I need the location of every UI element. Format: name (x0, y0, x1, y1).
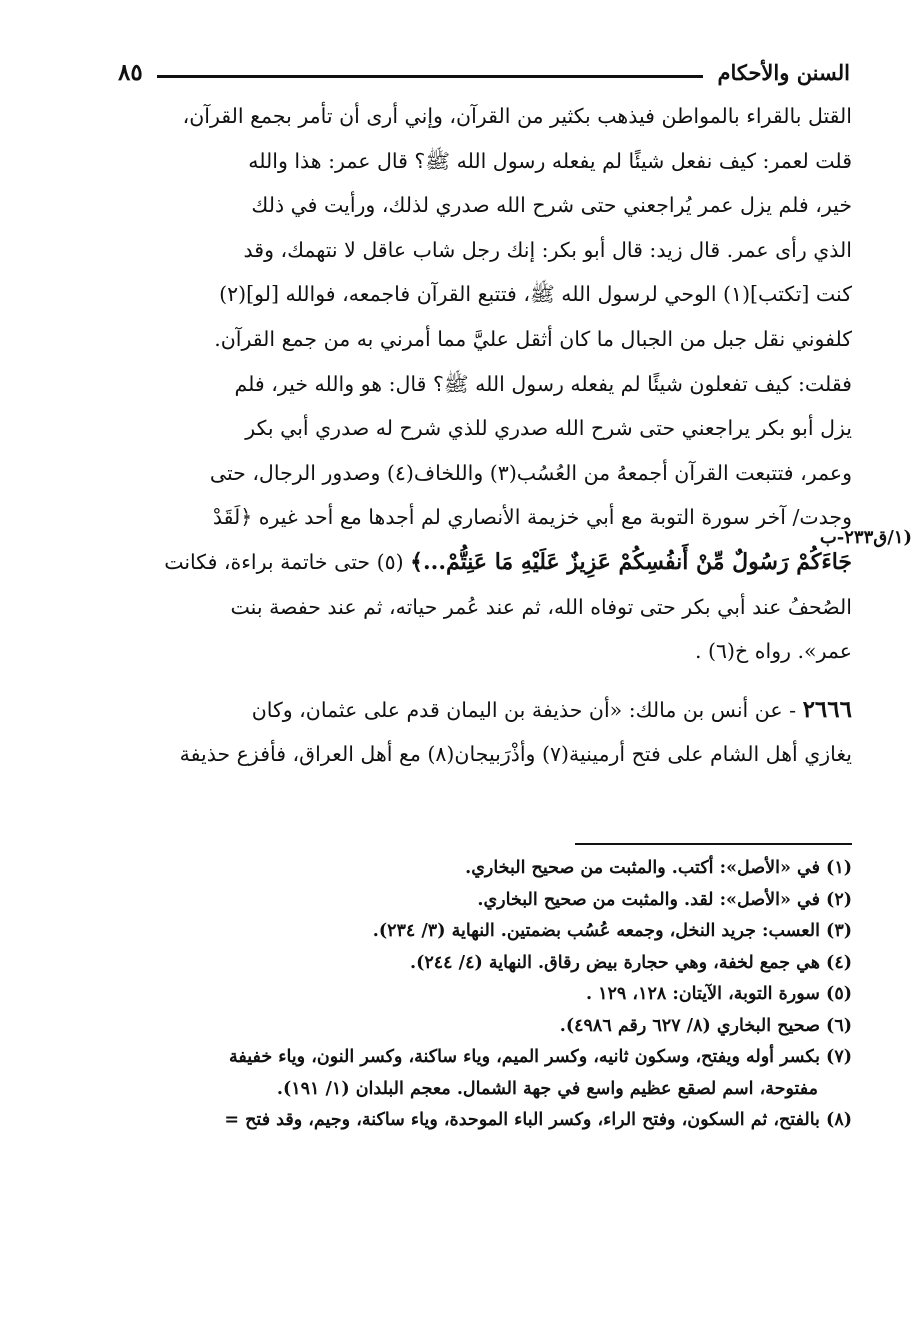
verse-line (116, 540, 852, 585)
text-line: وعمر، فتتبعت القرآن أجمعهُ من العُسُب(٣) واللخاف(٤) وصدور الرجال، حتى (209, 460, 852, 485)
footnote-1: (١) في «الأصل»: أكتب. والمثبت من صحيح البخاري. (465, 858, 852, 878)
footnote-separator (575, 843, 852, 845)
manuscript-folio-note: (١/ق٢٣٣-ب (819, 527, 912, 548)
hadith-opening: - عن أنس بن مالك: «أن حذيفة بن اليمان قدم على عثمان، وكان (251, 697, 797, 722)
footnote-6: (٦) صحيح البخاري (٨/ ٦٢٧ رقم ٤٩٨٦). (559, 1015, 852, 1036)
main-text (116, 94, 852, 777)
text-line: فقلت: كيف تفعلون شيئًا لم يفعله رسول الله ﷺ؟ قال: هو والله خير، فلم (234, 371, 852, 396)
footnote-7: (٧) بكسر أوله ويفتح، وسكون ثانيه، وكسر الميم، وياء ساكنة، وكسر النون، وياء خفيفة (228, 1047, 852, 1067)
verse-reference: (٥) حتى خاتمة براءة، فكانت (164, 549, 404, 574)
text-line: كلفوني نقل جبل من الجبال ما كان أثقل عليَّ مما أمرني به من جمع القرآن. (214, 326, 852, 351)
page-number: ٨٥ (118, 58, 143, 86)
footnote-3: (٣) العسب: جريد النخل، وجمعه عُسُب بضمتين. النهاية (٣/ ٢٣٤). (372, 921, 852, 941)
hadith-item-start (116, 688, 852, 733)
hadith-number: ٢٦٦٦ (802, 695, 852, 723)
running-title: السنن والأحكام (717, 59, 850, 85)
quran-verse: جَاءَكُمْ رَسُولٌ مِّنْ أَنفُسِكُمْ عَزِيزٌ عَلَيْهِ مَا عَنِتُّمْ...﴾ (410, 548, 852, 575)
text-line: القتل بالقراء بالمواطن فيذهب بكثير من القرآن، وإني أرى أن تأمر بجمع القرآن، (182, 104, 852, 128)
footnote-7-continued: مفتوحة، اسم لصقع عظيم واسع في جهة الشمال. معجم البلدان (١/ ١٩١). (276, 1078, 818, 1099)
text-line: كنت [تكتب](١) الوحي لرسول الله ﷺ، فتتبع القرآن فاجمعه، فوالله [لو](٢) (219, 282, 852, 307)
text-line: قلت لعمر: كيف نفعل شيئًا لم يفعله رسول الله ﷺ؟ قال عمر: هذا والله (248, 148, 852, 173)
footnote-4: (٤) هي جمع لخفة، وهي حجارة بيض رقاق. النهاية (٤/ ٢٤٤). (410, 952, 852, 973)
footnotes (116, 853, 852, 1137)
text-line: يزل أبو بكر يراجعني حتى شرح الله صدري للذي شرح له صدري أبي بكر (245, 416, 852, 441)
text-line: وجدت/ آخر سورة التوبة مع أبي خزيمة الأنصاري لم أجدها مع أحد غيره ﴿لَقَدْ (212, 505, 852, 530)
text-line: الذي رأى عمر. قال زيد: قال أبو بكر: إنك رجل شاب عاقل لا نتهمك، وقد (243, 237, 852, 262)
footnote-5: (٥) سورة التوبة، الآيتان: ١٢٨، ١٢٩ . (585, 984, 852, 1004)
text-line: عمر». رواه خ(٦) . (695, 639, 852, 664)
text-line: الصُحفُ عند أبي بكر حتى توفاه الله، ثم عند عُمر حياته، ثم عند حفصة بنت (230, 594, 852, 619)
footnote-2: (٢) في «الأصل»: لقد. والمثبت من صحيح البخاري. (477, 889, 852, 910)
text-line: خير، فلم يزل عمر يُراجعني حتى شرح الله صدري لذلك، ورأيت في ذلك (251, 193, 852, 218)
text-line: يغازي أهل الشام على فتح أرمينية(٧) وأذْرَبيجان(٨) مع أهل العراق، فأفزع حذيفة (179, 742, 852, 767)
footnote-8: (٨) بالفتح، ثم السكون، وفتح الراء، وكسر الباء الموحدة، وياء ساكنة، وجيم، وقد فتح = (224, 1110, 852, 1130)
header-rule (157, 75, 704, 78)
page-header (118, 52, 850, 92)
